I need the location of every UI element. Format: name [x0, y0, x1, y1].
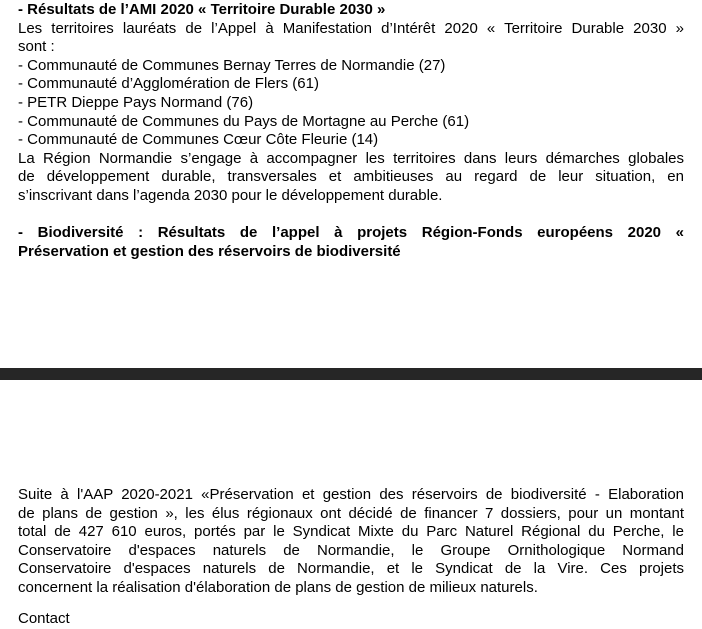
paragraph-line: La Région Normandie s’engage à accompagner les territoires dans leurs démarches globales	[18, 149, 684, 167]
page-top-section	[18, 1, 684, 261]
paragraph-line: Conservatoire d'espaces naturels de Normandie, et le Syndicat de la Vire. Ces projets	[18, 560, 684, 578]
commitment-paragraph	[18, 150, 684, 206]
aap-paragraph	[18, 486, 684, 598]
laureate-list	[18, 57, 684, 150]
laureate-item: - Communauté de Communes Cœur Côte Fleurie (14)	[18, 131, 379, 149]
partial-contact-line: Contact	[18, 610, 70, 627]
ami-intro-line: sont :	[18, 38, 55, 56]
laureate-item: - PETR Dieppe Pays Normand (76)	[18, 93, 254, 111]
paragraph-line: concernent la réalisation d'élaboration de plans de gestion de milieux naturels.	[18, 578, 538, 596]
page-bottom-section	[18, 486, 684, 598]
laureate-item: - Communauté de Communes du Pays de Mortagne au Perche (61)	[18, 112, 470, 130]
spacer	[18, 206, 684, 225]
paragraph-line: Conservatoire d'espaces naturels de Normandie, le Groupe Ornithologique Normand	[18, 541, 684, 559]
paragraph-line: total de 427 610 euros, portés par le Syndicat Mixte du Parc Naturel Régional du Perche, le	[18, 523, 684, 541]
biodiversity-heading: Préservation et gestion des réservoirs de biodiversité	[18, 242, 401, 260]
ami-heading: - Résultats de l’AMI 2020 « Territoire Durable 2030 »	[18, 1, 386, 18]
laureate-item: - Communauté d’Agglomération de Flers (61)	[18, 75, 319, 93]
paragraph-line: de développement durable, transversales et ambitieuses au regard de leur situation, en	[18, 168, 684, 186]
paragraph-line: Suite à l'AAP 2020-2021 «Préservation et gestion des réservoirs de biodiversité - Elaboration	[18, 486, 684, 503]
laureate-item: - Communauté de Communes Bernay Terres de Normandie (27)	[18, 56, 446, 74]
biodiversity-heading: - Biodiversité : Résultats de l’appel à projets Région-Fonds européens 2020 «	[18, 224, 684, 242]
ami-intro-line: Les territoires lauréats de l’Appel à Manifestation d’Intérêt 2020 « Territoire Durable 2030 »	[18, 19, 684, 37]
paragraph-line: s’inscrivant dans l’agenda 2030 pour le développement durable.	[18, 186, 443, 204]
page-break-divider	[0, 368, 702, 380]
paragraph-line: de plans de gestion », les élus régionaux ont décidé de financer 7 dossiers, pour un montant	[18, 504, 684, 522]
